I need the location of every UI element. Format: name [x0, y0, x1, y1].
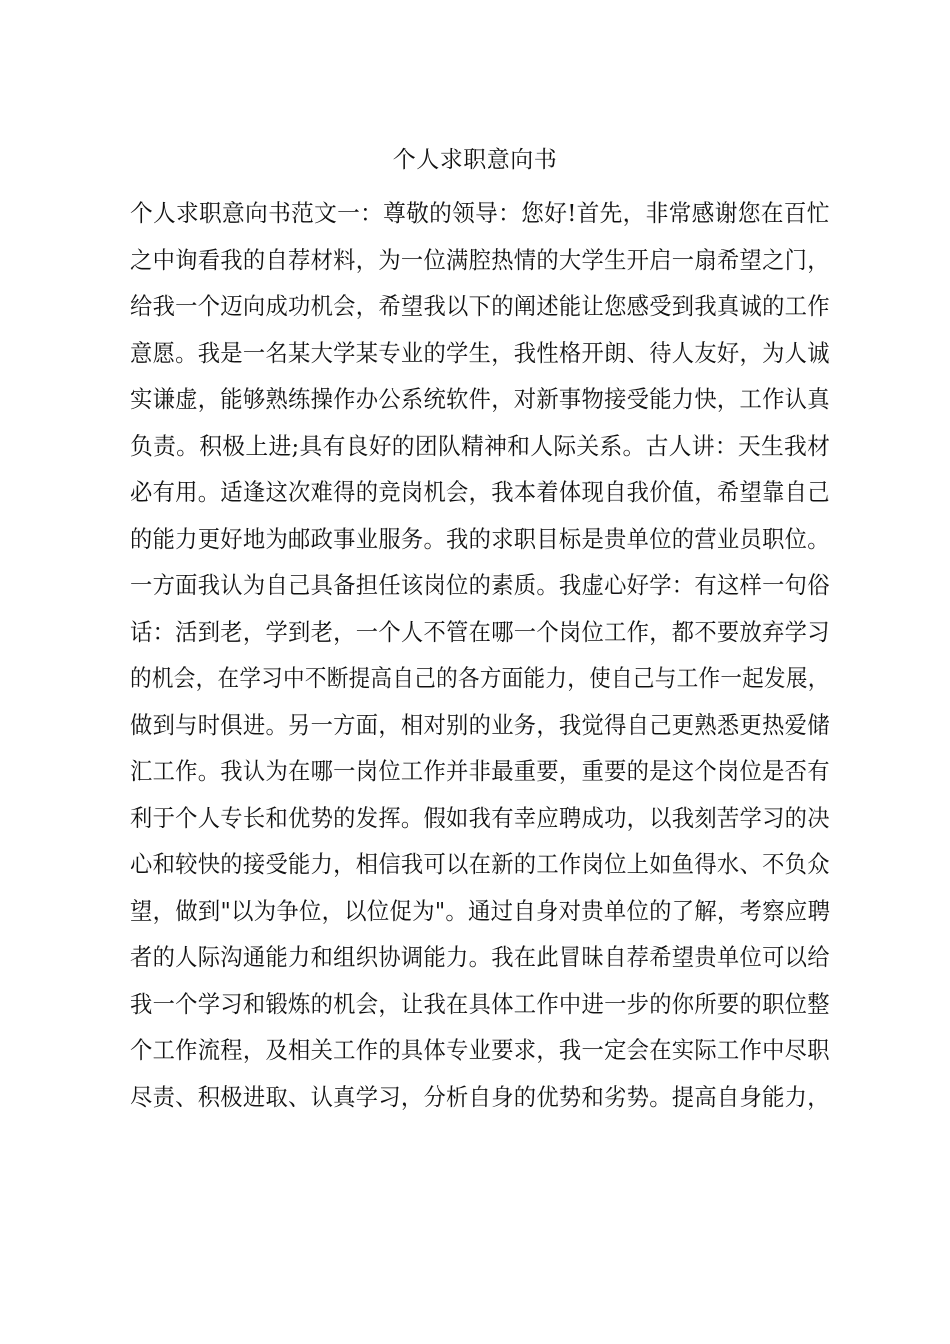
body-line: 一方面我认为自己具备担任该岗位的素质。我虚心好学：有这样一句俗 [130, 571, 830, 599]
body-line: 个工作流程，及相关工作的具体专业要求，我一定会在实际工作中尽职 [130, 1036, 830, 1064]
body-line: 的能力更好地为邮政事业服务。我的求职目标是贵单位的营业员职位。 [130, 524, 830, 553]
body-line: 尽责、积极进取、认真学习，分析自身的优势和劣势。提高自身能力， [130, 1082, 830, 1111]
body-line: 做到与时俱进。另一方面，相对别的业务，我觉得自己更熟悉更热爱储 [130, 710, 830, 739]
body-line: 实谦虚，能够熟练操作办公系统软件，对新事物接受能力快，工作认真 [130, 385, 830, 413]
body-line: 个人求职意向书范文一：尊敬的领导：您好!首先，非常感谢您在百忙 [130, 199, 830, 227]
document-title: 个人求职意向书 [392, 147, 558, 173]
body-line: 利于个人专长和优势的发挥。假如我有幸应聘成功，以我刻苦学习的决 [130, 803, 830, 832]
body-line: 负责。积极上进;具有良好的团队精神和人际关系。古人讲：天生我材 [130, 431, 831, 460]
document-body [130, 190, 830, 1120]
body-line: 意愿。我是一名某大学某专业的学生，我性格开朗、待人友好，为人诚 [130, 338, 830, 367]
body-line: 望，做到"以为争位，以位促为"。通过自身对贵单位的了解，考察应聘 [130, 896, 831, 925]
body-line: 者的人际沟通能力和组织协调能力。我在此冒昧自荐希望贵单位可以给 [130, 943, 830, 971]
body-line: 心和较快的接受能力，相信我可以在新的工作岗位上如鱼得水、不负众 [130, 850, 830, 878]
body-line: 必有用。适逢这次难得的竞岗机会，我本着体现自我价值，希望靠自己 [130, 478, 830, 506]
body-line: 我一个学习和锻炼的机会，让我在具体工作中进一步的你所要的职位整 [130, 989, 830, 1018]
body-line: 之中询看我的自荐材料，为一位满腔热情的大学生开启一扇希望之门， [130, 245, 830, 274]
body-line: 给我一个迈向成功机会，希望我以下的阐述能让您感受到我真诚的工作 [130, 292, 830, 320]
body-line: 的机会，在学习中不断提高自己的各方面能力，使自己与工作一起发展， [130, 664, 830, 692]
body-line: 话：活到老，学到老，一个人不管在哪一个岗位工作，都不要放弃学习 [130, 617, 830, 646]
body-line: 汇工作。我认为在哪一岗位工作并非最重要，重要的是这个岗位是否有 [130, 757, 830, 785]
